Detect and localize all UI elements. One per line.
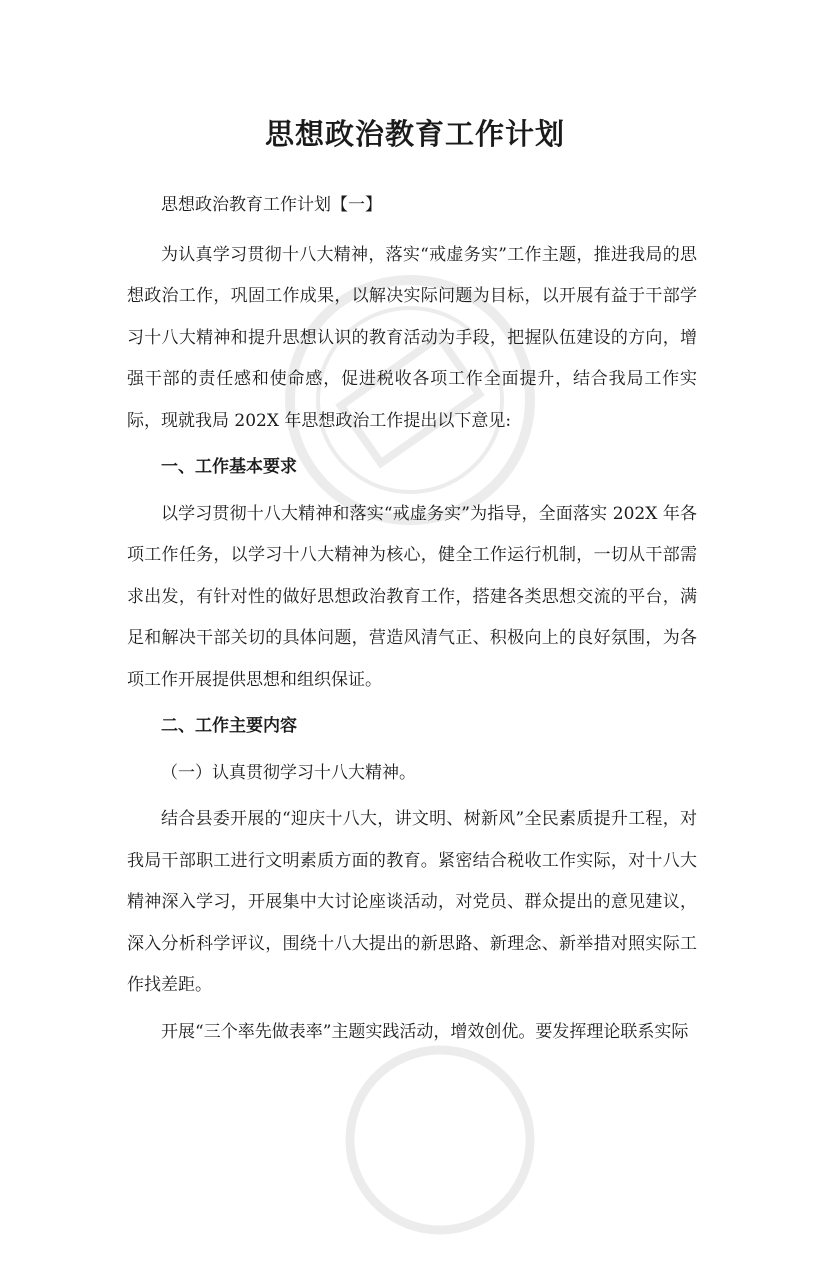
section-heading-2: 二、工作主要内容 <box>161 716 297 736</box>
paragraph-3: 开展“三个率先做表率”主题实践活动，增效创优。要发挥理论联系实际 <box>161 1021 689 1042</box>
page-title: 思想政治教育工作计划 <box>264 117 565 151</box>
paragraph-1: 以学习贯彻十八大精神和落实“戒虚务实”为指导，全面落实 202X 年各项工作任务，以学习十八大精神为核心，健全工作运行机制，一切从干部需求出发，有针对性的做好思想政治教育工作，搭建各类思想交流的平台，满足和解决干部关切的具体问题，营造风清气正、积极向上的良好氛围，为各项工作开展提供思想和组织保证。 <box>127 503 697 690</box>
paragraph-intro: 为认真学习贯彻十八大精神，落实“戒虚务实”工作主题，推进我局的思想政治工作，巩固工作成果，以解决实际问题为目标，以开展有益于干部学习十八大精神和提升思想认识的教育活动为手段，把握队伍建设的方向，增强干部的责任感和使命感，促进税收各项工作全面提升，结合我局工作实际，现就我局 202X 年思想政治工作提出以下意见: <box>127 244 697 431</box>
paragraph-2: 结合县委开展的“迎庆十八大，讲文明、树新风”全民素质提升工程，对我局干部职工进行文明素质方面的教育。紧密结合税收工作实际，对十八大精神深入学习，开展集中大讨论座谈活动，对党员、群众提出的意见建议，深入分析科学评议，围绕十八大提出的新思路、新理念、新举措对照实际工作找差距。 <box>127 809 697 995</box>
document-body <box>127 185 697 1053</box>
section-heading-1: 一、工作基本要求 <box>161 457 297 477</box>
subsection-heading-1: （一）认真贯彻学习十八大精神。 <box>161 762 416 783</box>
document-subtitle: 思想政治教育工作计划【一】 <box>161 195 382 215</box>
